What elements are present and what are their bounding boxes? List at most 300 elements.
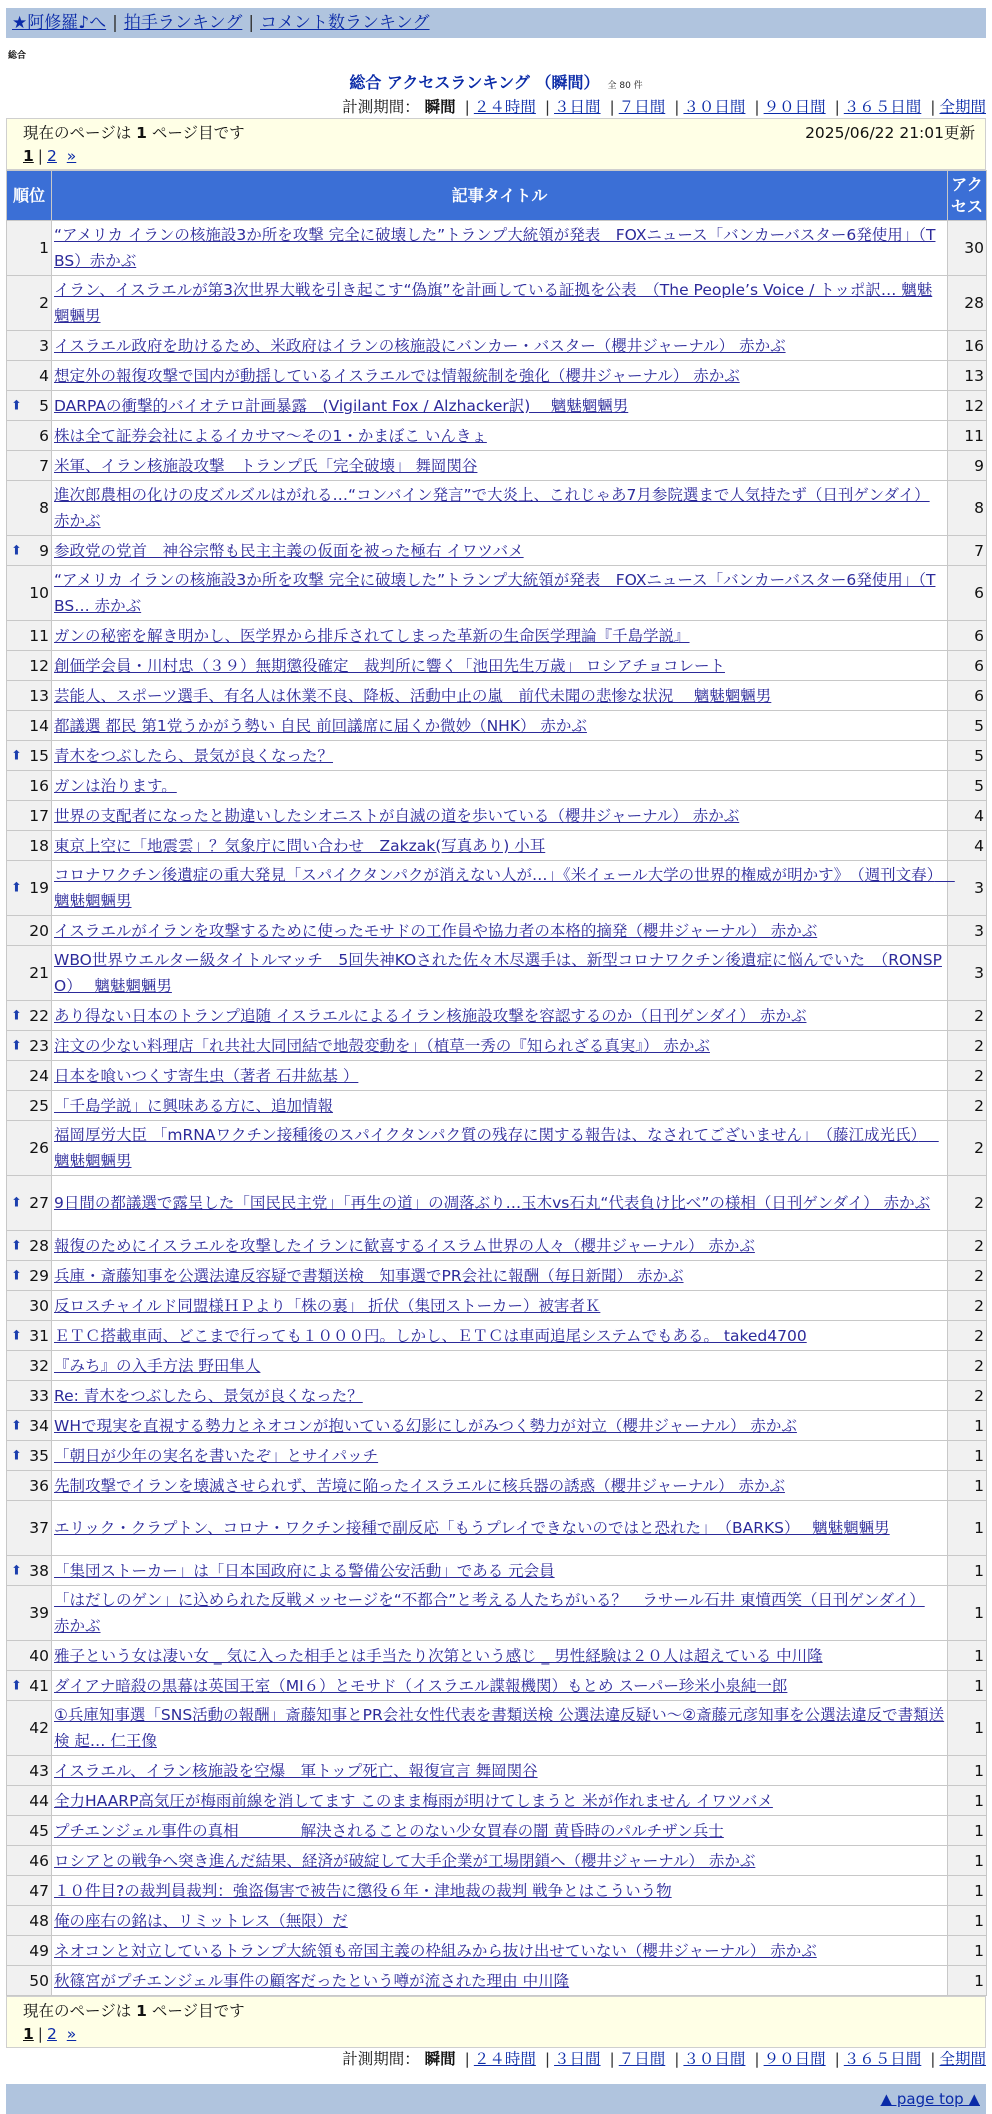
article-link[interactable]: 『みち』の入手方法 野田隼人 xyxy=(54,1356,261,1375)
article-link[interactable]: 「集団ストーカー」は「日本国政府による警備公安活動」である 元会員 xyxy=(54,1561,555,1580)
article-link[interactable]: 報復のためにイスラエルを攻撃したイランに歓喜するイスラム世界の人々（櫻井ジャーナル） 赤かぶ xyxy=(54,1236,755,1255)
table-row xyxy=(7,1471,987,1501)
article-link[interactable]: 反ロスチャイルド同盟様ＨＰより「株の裏」 折伏（集団ストーカー）被害者Ｋ xyxy=(54,1296,601,1315)
table-row xyxy=(7,1031,987,1061)
article-link[interactable]: 福岡厚労大臣 「mRNAワクチン接種後のスパイクタンパク質の残存に関する報告は、なされてございません」 （藤江成光氏） 魑魅魍魎男 xyxy=(54,1126,939,1170)
rank-up-arrow-icon: ⬆ xyxy=(11,1563,22,1578)
rank-number: 8 xyxy=(39,499,49,517)
ranking-title: 総合 アクセスランキング （瞬間） xyxy=(349,73,600,92)
rank-up-arrow-icon: ⬆ xyxy=(11,748,22,763)
article-link[interactable]: 兵庫・斎藤知事を公選法違反容疑で書類送検 知事選でPR会社に報酬（毎日新聞） 赤かぶ xyxy=(54,1266,684,1285)
period-option-24h[interactable]: ２４時間 xyxy=(473,98,536,116)
title-cell xyxy=(52,1641,948,1671)
title-cell xyxy=(52,651,948,681)
title-cell xyxy=(52,391,948,421)
table-row xyxy=(7,771,987,801)
title-cell xyxy=(52,1701,948,1756)
article-link[interactable]: 株は全て証券会社によるイカサマ〜その1・かまぼこ いんきょ xyxy=(54,426,487,445)
article-link[interactable]: 世界の支配者になったと勘違いしたシオニストが自滅の道を歩いている（櫻井ジャーナル） 赤かぶ xyxy=(54,806,740,825)
title-cell xyxy=(52,861,955,916)
access-count: 5 xyxy=(948,741,987,771)
table-row xyxy=(7,831,987,861)
article-link[interactable]: WBO世界ウエルター級タイトルマッチ 5回失神KOされた佐々木尽選手は、新型コロナワクチン後遺症に悩んでいた （RONSPO） 魑魅魍魎男 xyxy=(54,951,942,995)
article-link[interactable]: 注文の少ない料理店「れ共社大同団結で地殻変動を」（植草一秀の『知られざる真実』） 赤かぶ xyxy=(54,1036,710,1055)
table-row xyxy=(7,651,987,681)
rank-number: 16 xyxy=(29,776,49,795)
nav-link-comment-ranking[interactable]: コメント数ランキング xyxy=(260,13,430,33)
title-cell xyxy=(52,621,948,651)
title-cell xyxy=(52,681,948,711)
title-cell xyxy=(52,1321,948,1351)
rank-number: 17 xyxy=(29,806,49,825)
article-link[interactable]: DARPAの衝撃的バイオテロ計画暴露 (Vigilant Fox / Alzhacker訳) 魑魅魍魎男 xyxy=(54,396,629,415)
access-count: 2 xyxy=(948,1351,987,1381)
period-option-365d[interactable]: ３６５日間 xyxy=(843,98,922,116)
table-row xyxy=(7,621,987,651)
table-row xyxy=(7,1816,987,1846)
article-link[interactable]: ダイアナ暗殺の黒幕は英国王室（MI６）とモサド（イスラエル諜報機関）もとめ スーパー珍米小泉純一郎 xyxy=(54,1676,788,1695)
access-count: 1 xyxy=(948,1471,987,1501)
access-count: 1 xyxy=(948,1586,987,1641)
article-link[interactable]: 想定外の報復攻撃で国内が動揺しているイスラエルでは情報統制を強化（櫻井ジャーナル） 赤かぶ xyxy=(54,366,740,385)
title-cell xyxy=(52,566,948,621)
article-link[interactable]: ①兵庫知事選「SNS活動の報酬」斎藤知事とPR会社女性代表を書類送検 公選法違反疑い〜②斎藤元彦知事を公選法違反で書類送検 起… 仁王像 xyxy=(54,1706,945,1750)
rank-cell xyxy=(7,481,52,536)
rank-cell xyxy=(7,1756,52,1786)
title-cell xyxy=(52,451,948,481)
rank-cell xyxy=(7,1321,52,1351)
access-count: 1 xyxy=(948,1411,987,1441)
rank-cell xyxy=(7,1556,52,1586)
article-link[interactable]: ＥＴＣ搭載車両、どこまで行っても１０００円。しかし、ＥＴＣは車両追尾システムでもある。 taked4700 xyxy=(54,1326,807,1345)
current-page-text: 現在のページは 1 ページ目です xyxy=(23,2002,245,2020)
article-link[interactable]: 「朝日が少年の実名を書いたぞ」とサイパッチ xyxy=(54,1446,379,1465)
article-link[interactable]: あり得ない日本のトランプ追随 イスラエルによるイラン核施設攻撃を容認するのか（日刊ゲンダイ） 赤かぶ xyxy=(54,1006,807,1025)
page-link-1[interactable]: 1 xyxy=(23,147,34,165)
rank-cell xyxy=(7,1441,52,1471)
rank-number: 39 xyxy=(29,1604,49,1622)
page-next-link[interactable]: » xyxy=(66,147,77,165)
title-cell xyxy=(52,1091,948,1121)
period-option-7d[interactable]: ７日間 xyxy=(618,98,666,116)
pager-top: 1 | 2 » xyxy=(23,147,77,165)
access-count: 9 xyxy=(948,451,987,481)
access-count: 2 xyxy=(948,1381,987,1411)
access-count: 1 xyxy=(948,1816,987,1846)
access-count: 5 xyxy=(948,711,987,741)
rank-number: 15 xyxy=(29,746,49,765)
rank-cell xyxy=(7,711,52,741)
period-option-3d[interactable]: ３日間 xyxy=(554,98,601,116)
nav-separator: | xyxy=(112,13,118,33)
rank-number: 34 xyxy=(29,1416,49,1435)
access-count: 5 xyxy=(948,771,987,801)
rank-number: 6 xyxy=(39,426,49,445)
rank-number: 33 xyxy=(29,1386,49,1405)
title-cell xyxy=(52,1876,948,1906)
rank-up-arrow-icon: ⬆ xyxy=(11,1238,22,1253)
rank-number: 36 xyxy=(29,1476,49,1495)
period-option-90d[interactable]: ９０日間 xyxy=(763,2050,826,2068)
page-info-top xyxy=(6,118,986,170)
article-link[interactable]: １０件目?の裁判員裁判：強盗傷害で被告に懲役６年・津地裁の裁判 戦争とはこういう物 xyxy=(54,1881,672,1900)
rank-cell xyxy=(7,681,52,711)
access-count: 3 xyxy=(948,861,987,916)
rank-cell xyxy=(7,771,52,801)
access-count: 2 xyxy=(948,1091,987,1121)
ranking-table xyxy=(6,170,987,1996)
rank-cell xyxy=(7,621,52,651)
total-count: 全 80 件 xyxy=(607,81,643,91)
header-rank: 順位 xyxy=(7,171,52,221)
access-count: 1 xyxy=(948,1906,987,1936)
access-count: 6 xyxy=(948,621,987,651)
rank-number: 31 xyxy=(29,1326,49,1345)
table-row xyxy=(7,1321,987,1351)
period-option-90d[interactable]: ９０日間 xyxy=(763,98,826,116)
article-link[interactable]: 参政党の党首 神谷宗幣も民主主義の仮面を被った極右 イワツバメ xyxy=(54,541,524,560)
table-row xyxy=(7,801,987,831)
access-count: 2 xyxy=(948,1231,987,1261)
rank-cell xyxy=(7,916,52,946)
access-count: 1 xyxy=(948,1936,987,1966)
rank-cell xyxy=(7,566,52,621)
rank-cell xyxy=(7,1411,52,1441)
table-row xyxy=(7,361,987,391)
access-count: 1 xyxy=(948,1556,987,1586)
access-count: 1 xyxy=(948,1641,987,1671)
rank-cell xyxy=(7,1121,52,1176)
table-row xyxy=(7,1381,987,1411)
rank-number: 41 xyxy=(29,1676,49,1695)
table-row xyxy=(7,1556,987,1586)
article-link[interactable]: 創価学会員・川村忠（３９）無期懲役確定 裁判所に響く「池田先生万歳」 ロシアチョコレート xyxy=(54,656,725,675)
article-link[interactable]: イスラエル政府を助けるため、米政府はイランの核施設にバンカー・バスター（櫻井ジャーナル） 赤かぶ xyxy=(54,336,786,355)
page-next-link[interactable]: » xyxy=(66,2025,77,2043)
rank-cell xyxy=(7,1816,52,1846)
footer-bar xyxy=(6,2084,986,2114)
article-link[interactable]: Re: 青木をつぶしたら、景気が良くなった？ xyxy=(54,1386,363,1405)
title-cell xyxy=(52,1586,948,1641)
current-page-text: 現在のページは 1 ページ目です xyxy=(23,124,245,142)
period-selector-top: 計測期間： 瞬間 | ２４時間 | ３日間 | ７日間 | ３０日間 | ９０日間 | ３６５日間 | 全期間 xyxy=(342,98,986,116)
title-cell xyxy=(52,1816,948,1846)
rank-number: 26 xyxy=(29,1139,49,1157)
rank-cell xyxy=(7,946,52,1001)
rank-number: 42 xyxy=(29,1719,49,1737)
article-link[interactable]: 「はだしのゲン」に込められた反戦メッセージを“不都合”と考える人たちがいる？ ラサール石井 東憤西笑（日刊ゲンダイ） 赤かぶ xyxy=(54,1591,925,1635)
period-option-3d[interactable]: ３日間 xyxy=(554,2050,601,2068)
title-cell xyxy=(52,1501,948,1556)
title-cell xyxy=(52,1121,948,1176)
table-row xyxy=(7,1586,987,1641)
title-cell xyxy=(52,1906,948,1936)
rank-number: 21 xyxy=(29,964,49,982)
title-cell xyxy=(52,276,948,331)
title-cell xyxy=(52,1001,948,1031)
rank-cell xyxy=(7,801,52,831)
table-row xyxy=(7,421,987,451)
table-row xyxy=(7,1786,987,1816)
title-cell xyxy=(52,741,948,771)
rank-number: 37 xyxy=(29,1519,49,1537)
rank-number: 24 xyxy=(29,1066,49,1085)
title-cell xyxy=(52,221,948,276)
rank-up-arrow-icon: ⬆ xyxy=(11,398,22,413)
title-cell xyxy=(52,1351,948,1381)
access-count: 7 xyxy=(948,536,987,566)
rank-number: 32 xyxy=(29,1356,49,1375)
title-cell xyxy=(52,1411,948,1441)
rank-cell xyxy=(7,1501,52,1556)
table-row xyxy=(7,1936,987,1966)
header-access: アクセス xyxy=(948,171,987,221)
rank-cell xyxy=(7,1381,52,1411)
access-count: 1 xyxy=(948,1846,987,1876)
page-title xyxy=(6,70,986,96)
header-title: 記事タイトル xyxy=(52,171,948,221)
rank-number: 12 xyxy=(29,656,49,675)
access-count: 1 xyxy=(948,1441,987,1471)
period-current: 瞬間 xyxy=(424,2050,456,2068)
title-cell xyxy=(52,711,948,741)
rank-up-arrow-icon: ⬆ xyxy=(11,1448,22,1463)
rank-up-arrow-icon: ⬆ xyxy=(11,1268,22,1283)
period-option-24h[interactable]: ２４時間 xyxy=(473,2050,536,2068)
access-count: 2 xyxy=(948,1291,987,1321)
table-row xyxy=(7,1441,987,1471)
rank-cell xyxy=(7,831,52,861)
period-option-all[interactable]: 全期間 xyxy=(939,2050,986,2068)
article-link[interactable]: WHで現実を直視する勢力とネオコンが抱いている幻影にしがみつく勢力が対立（櫻井ジャーナル） 赤かぶ xyxy=(54,1416,797,1435)
article-link[interactable]: 全力HAARP高気圧が梅雨前線を消してます このまま梅雨が明けてしまうと 米が作れません イワツバメ xyxy=(54,1791,773,1810)
page-link-2[interactable]: 2 xyxy=(47,2025,57,2043)
title-cell xyxy=(52,1176,948,1231)
access-count: 1 xyxy=(948,1501,987,1556)
rank-number: 2 xyxy=(39,294,49,312)
table-row xyxy=(7,1411,987,1441)
page-link-2[interactable]: 2 xyxy=(47,147,57,165)
rank-number: 1 xyxy=(39,239,49,257)
rank-cell xyxy=(7,1876,52,1906)
table-row xyxy=(7,1061,987,1091)
access-count: 2 xyxy=(948,1001,987,1031)
access-count: 2 xyxy=(948,1061,987,1091)
access-count: 2 xyxy=(948,1121,987,1176)
access-count: 1 xyxy=(948,1756,987,1786)
access-count: 16 xyxy=(948,331,987,361)
article-link[interactable]: 秋篠宮がプチエンジェル事件の顧客だったという噂が流された理由 中川隆 xyxy=(54,1971,570,1990)
period-option-365d[interactable]: ３６５日間 xyxy=(843,2050,922,2068)
article-link[interactable]: 「千島学説」に興味ある方に、追加情報 xyxy=(54,1096,334,1115)
article-link[interactable]: イスラエルがイランを攻撃するために使ったモサドの工作員や協力者の本格的摘発（櫻井ジャーナル） 赤かぶ xyxy=(54,921,818,940)
pager-bottom: 1 | 2 » xyxy=(23,2025,77,2043)
table-row xyxy=(7,1351,987,1381)
title-cell xyxy=(52,1291,948,1321)
title-cell xyxy=(52,771,948,801)
rank-cell xyxy=(7,451,52,481)
access-count: 3 xyxy=(948,946,987,1001)
article-link[interactable]: イスラエル、イラン核施設を空爆 軍トップ死亡、報復宣言 舞岡関谷 xyxy=(54,1761,538,1780)
rank-number: 48 xyxy=(29,1911,49,1930)
rank-number: 19 xyxy=(29,879,49,897)
table-row xyxy=(7,1501,987,1556)
article-link[interactable]: 青木をつぶしたら、景気が良くなった？ xyxy=(54,746,334,765)
rank-cell xyxy=(7,861,52,916)
table-row xyxy=(7,1291,987,1321)
access-count: 6 xyxy=(948,651,987,681)
article-link[interactable]: “アメリカ イランの核施設3か所を攻撃 完全に破壊した”トランプ大統領が発表 FOXニュース「バンカーバスター6発使用」（TBS… 赤かぶ xyxy=(54,571,936,615)
article-link[interactable]: ネオコンと対立しているトランプ大統領も帝国主義の枠組みから抜け出せていない（櫻井ジャーナル） 赤かぶ xyxy=(54,1941,817,1960)
period-option-7d[interactable]: ７日間 xyxy=(618,2050,666,2068)
period-label: 計測期間： xyxy=(342,2050,420,2068)
table-row xyxy=(7,681,987,711)
title-cell xyxy=(52,1381,948,1411)
rank-cell xyxy=(7,1786,52,1816)
period-option-30d[interactable]: ３０日間 xyxy=(683,2050,746,2068)
article-link[interactable]: イラン、イスラエルが第3次世界大戦を引き起こす“偽旗”を計画している証拠を公表 （The People’s Voice / トッポ訳… 魑魅魍魎男 xyxy=(54,281,933,325)
access-count: 8 xyxy=(948,481,987,536)
table-row xyxy=(7,1641,987,1671)
article-link[interactable]: 9日間の都議選で露呈した「国民民主党」「再生の道」の凋落ぶり…玉木vs石丸“代表負け比べ”の様相（日刊ゲンダイ） 赤かぶ xyxy=(54,1194,931,1212)
title-cell xyxy=(52,1936,948,1966)
nav-link-applause-ranking[interactable]: 拍手ランキング xyxy=(123,13,243,33)
rank-cell xyxy=(7,1351,52,1381)
title-cell xyxy=(52,916,948,946)
rank-number: 45 xyxy=(29,1821,49,1840)
title-cell xyxy=(52,1846,948,1876)
rank-number: 38 xyxy=(29,1561,49,1580)
home-link[interactable]: ★阿修羅♪へ xyxy=(12,13,107,33)
rank-cell xyxy=(7,1966,52,1996)
rank-number: 46 xyxy=(29,1851,49,1870)
title-cell xyxy=(52,1261,948,1291)
title-cell xyxy=(52,1231,948,1261)
rank-number: 44 xyxy=(29,1791,49,1810)
article-link[interactable]: 日本を喰いつくす寄生虫（著者 石井紘基 ） xyxy=(54,1066,359,1085)
page-top-link[interactable]: ▲ page top ▲ xyxy=(880,2090,980,2108)
rank-number: 7 xyxy=(39,456,49,475)
period-option-30d[interactable]: ３０日間 xyxy=(683,98,746,116)
rank-number: 9 xyxy=(39,541,49,560)
table-row xyxy=(7,1876,987,1906)
rank-number: 18 xyxy=(29,836,49,855)
article-link[interactable]: “アメリカ イランの核施設3か所を攻撃 完全に破壊した”トランプ大統領が発表 FOXニュース「バンカーバスター6発使用」（TBS）赤かぶ xyxy=(54,226,936,270)
rank-number: 4 xyxy=(39,366,49,385)
title-cell xyxy=(52,801,948,831)
access-count: 1 xyxy=(948,1701,987,1756)
table-row xyxy=(7,331,987,361)
article-link[interactable]: ガンの秘密を解き明かし、医学界から排斥されてしまった革新の生命医学理論『千島学説』 xyxy=(54,626,690,645)
article-link[interactable]: 雅子という女は凄い女 _ 気に入った相手とは手当たり次第という感じ _ 男性経験は２０人は超えている 中川隆 xyxy=(54,1646,823,1665)
table-row xyxy=(7,451,987,481)
period-current: 瞬間 xyxy=(424,98,456,116)
title-cell xyxy=(52,1556,948,1586)
period-option-all[interactable]: 全期間 xyxy=(939,98,986,116)
rank-number: 23 xyxy=(29,1036,49,1055)
access-count: 2 xyxy=(948,1261,987,1291)
article-link[interactable]: 米軍、イラン核施設攻撃 トランプ氏「完全破壊」 舞岡関谷 xyxy=(54,456,478,475)
rank-up-arrow-icon: ⬆ xyxy=(11,1328,22,1343)
table-row xyxy=(7,741,987,771)
title-cell xyxy=(52,1966,948,1996)
article-link[interactable]: コロナワクチン後遺症の重大発見「スパイクタンパクが消えない人が…」《米イェール大学の世界的権威が明かす》 （週刊文春） 魑魅魍魎男 xyxy=(54,866,955,910)
table-row xyxy=(7,221,987,276)
rank-cell xyxy=(7,361,52,391)
rank-number: 40 xyxy=(29,1646,49,1665)
title-cell xyxy=(52,331,948,361)
article-link[interactable]: 進次郎農相の化けの皮ズルズルはがれる…“コンバイン発言”で大炎上、これじゃあ7月参院選まで人気持たず（日刊ゲンダイ） 赤かぶ xyxy=(54,486,930,530)
table-row xyxy=(7,276,987,331)
page-link-1[interactable]: 1 xyxy=(23,2025,34,2043)
access-count: 4 xyxy=(948,831,987,861)
rank-cell xyxy=(7,1231,52,1261)
access-count: 1 xyxy=(948,1876,987,1906)
access-count: 6 xyxy=(948,681,987,711)
access-count: 2 xyxy=(948,1321,987,1351)
rank-number: 25 xyxy=(29,1096,49,1115)
rank-up-arrow-icon: ⬆ xyxy=(11,880,22,896)
table-row xyxy=(7,1176,987,1231)
page-info-bottom xyxy=(6,1996,986,2048)
article-link[interactable]: エリック・クラプトン、コロナ・ワクチン接種で副反応「もうプレイできないのではと恐れた」 （BARKS） 魑魅魍魎男 xyxy=(54,1519,890,1537)
access-count: 4 xyxy=(948,801,987,831)
access-count: 6 xyxy=(948,566,987,621)
rank-up-arrow-icon: ⬆ xyxy=(11,1038,22,1053)
rank-cell xyxy=(7,221,52,276)
article-link[interactable]: 先制攻撃でイランを壊滅させられず、苦境に陥ったイスラエルに核兵器の誘惑（櫻井ジャーナル） 赤かぶ xyxy=(54,1476,785,1495)
rank-up-arrow-icon: ⬆ xyxy=(11,1008,22,1023)
article-link[interactable]: 芸能人、スポーツ選手、有名人は休業不良、降板、活動中止の嵐 前代未聞の悲惨な状況 魑魅魍魎男 xyxy=(54,686,772,705)
table-row xyxy=(7,566,987,621)
article-link[interactable]: プチエンジェル事件の真相 解決されることのない少女買春の闇 黄昏時のパルチザン兵士 xyxy=(54,1821,724,1840)
article-link[interactable]: ガンは治ります。 xyxy=(54,776,177,795)
rank-cell xyxy=(7,741,52,771)
article-link[interactable]: 東京上空に「地震雲」？気象庁に問い合わせ Zakzak(写真あり) 小耳 xyxy=(54,836,546,855)
rank-cell xyxy=(7,1001,52,1031)
rank-number: 14 xyxy=(29,716,49,735)
period-label: 計測期間： xyxy=(342,98,420,116)
title-cell xyxy=(52,1756,948,1786)
title-cell xyxy=(52,1061,948,1091)
title-cell xyxy=(52,1471,948,1501)
table-row xyxy=(7,1231,987,1261)
title-cell xyxy=(52,481,948,536)
article-link[interactable]: ロシアとの戦争へ突き進んだ結果、経済が破綻して大手企業が工場閉鎖へ（櫻井ジャーナル） 赤かぶ xyxy=(54,1851,756,1870)
rank-cell xyxy=(7,421,52,451)
rank-number: 22 xyxy=(29,1006,49,1025)
article-link[interactable]: 都議選 都民 第1党うかがう勢い 自民 前回議席に届くか微妙（NHK） 赤かぶ xyxy=(54,716,587,735)
table-row xyxy=(7,1756,987,1786)
rank-cell xyxy=(7,1671,52,1701)
table-row xyxy=(7,1906,987,1936)
access-count: 30 xyxy=(948,221,987,276)
table-row xyxy=(7,1671,987,1701)
period-selector-bottom: 計測期間： 瞬間 | ２４時間 | ３日間 | ７日間 | ３０日間 | ９０日間 | ３６５日間 | 全期間 xyxy=(342,2050,986,2068)
rank-up-arrow-icon: ⬆ xyxy=(11,1195,22,1211)
nav-separator: | xyxy=(248,13,255,33)
article-link[interactable]: 俺の座右の銘は、リミットレス（無限）だ xyxy=(54,1911,348,1930)
rank-cell xyxy=(7,276,52,331)
table-row xyxy=(7,391,987,421)
rank-number: 10 xyxy=(29,584,49,602)
table-row xyxy=(7,711,987,741)
rank-number: 35 xyxy=(29,1446,49,1465)
table-row xyxy=(7,1966,987,1996)
title-cell xyxy=(52,421,948,451)
rank-cell xyxy=(7,1936,52,1966)
table-row xyxy=(7,1701,987,1756)
